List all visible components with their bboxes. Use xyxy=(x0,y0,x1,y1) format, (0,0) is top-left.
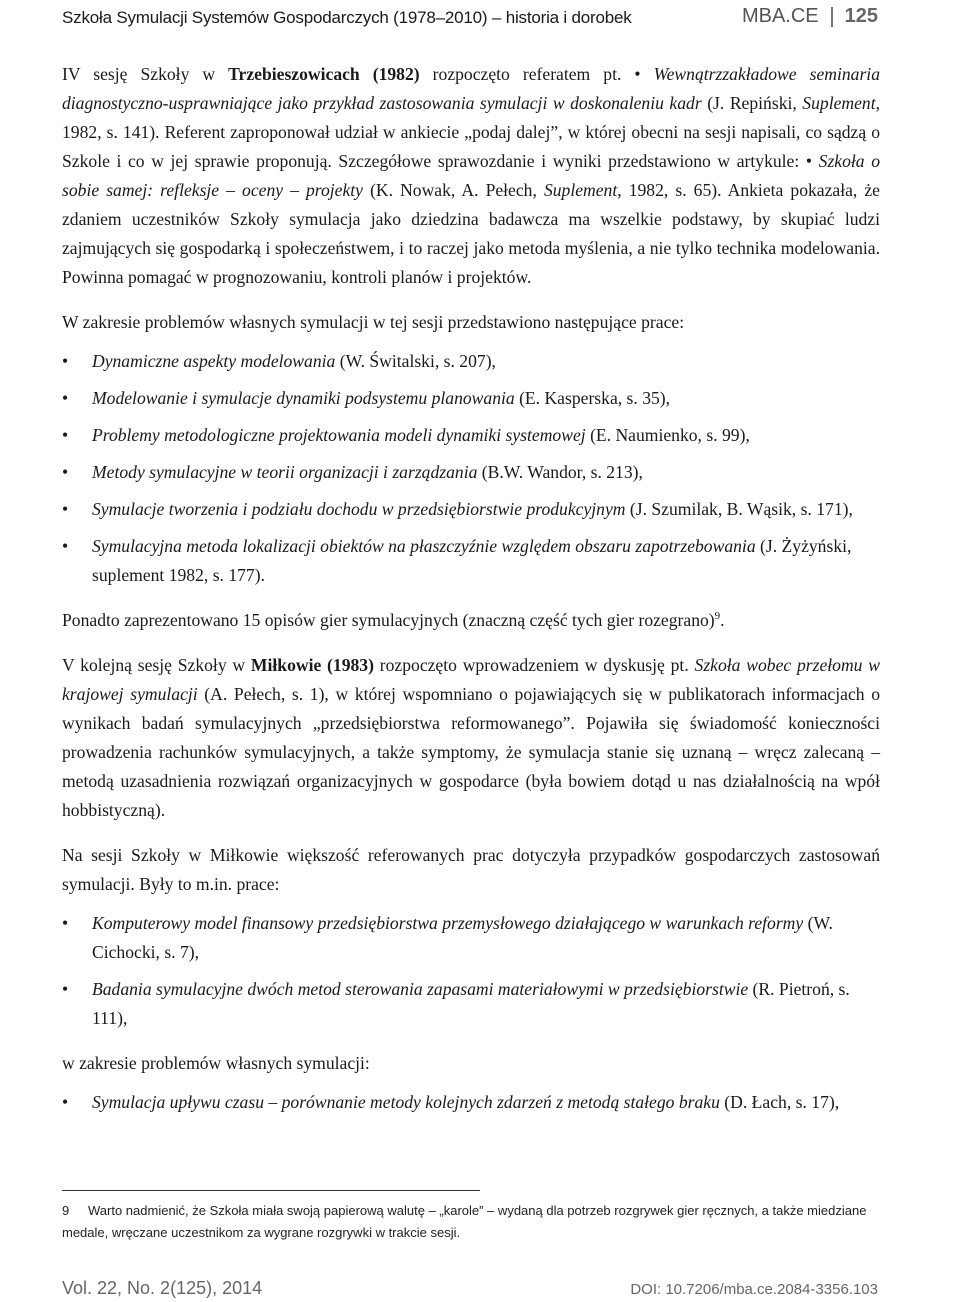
paper-list-1982 xyxy=(62,347,880,590)
text-run: (K. Nowak, A. Pełech, xyxy=(363,180,544,200)
list-item xyxy=(62,384,880,413)
running-footer xyxy=(62,1278,878,1299)
header-separator xyxy=(831,7,833,27)
paper-title: Badania symulacyjne dwóch metod sterowania zapasami materiałowymi w przedsiębiorstwie xyxy=(92,979,749,999)
doi-link[interactable]: DOI: 10.7206/mba.ce.2084-3356.103 xyxy=(630,1281,878,1298)
paper-title: Modelowanie i symulacje dynamiki podsystemu planowania xyxy=(92,388,515,408)
list-item xyxy=(62,458,880,487)
list-item xyxy=(62,347,880,376)
paragraph-games xyxy=(62,606,880,635)
footnote-divider xyxy=(62,1190,480,1191)
paper-ref: (D. Łach, s. 17), xyxy=(719,1092,840,1112)
running-header xyxy=(62,0,878,28)
paragraph-milkow xyxy=(62,651,880,825)
paper-title: Symulacje tworzenia i podziału dochodu w przedsiębiorstwie produkcyjnym xyxy=(92,499,626,519)
text-run: rozpoczęto wprowadzeniem w dyskusję pt. xyxy=(373,655,695,675)
paper-ref: (J. Szumilak, B. Wąsik, s. 171), xyxy=(625,499,853,519)
text-run: Ponadto zaprezentowano 15 opisów gier symulacyjnych (znaczną część tych gier rozegrano) xyxy=(62,610,715,630)
supplement-ref: Suplement xyxy=(543,180,618,200)
text-run: . xyxy=(720,610,725,630)
article-body xyxy=(62,60,880,1133)
bullet-icon: • xyxy=(62,1092,69,1112)
paragraph-trzebieszowice xyxy=(62,60,880,292)
session-location: Trzebieszowicach (1982) xyxy=(228,64,420,84)
text-run: rozpoczęto referatem pt. • xyxy=(419,64,654,84)
bullet-icon: • xyxy=(62,351,69,371)
bullet-icon: • xyxy=(62,388,69,408)
paper-ref: (E. Naumienko, s. 99), xyxy=(585,425,750,445)
footnote-text: Warto nadmienić, że Szkoła miała swoją papierową walutę – „karole” – wydaną dla potrzeb rozgrywek gier ręcznych, a także miedziane medale, wręczane uczestnikom za wygrane rozgrywki w trakcie sesji. xyxy=(62,1203,867,1240)
paper-title: Metody symulacyjne w teorii organizacji i zarządzania xyxy=(92,462,478,482)
footnote-reference[interactable]: 9 xyxy=(714,610,721,623)
paper-title: Symulacyjna metoda lokalizacji obiektów na płaszczyźnie względem obszaru zapotrzebowania xyxy=(92,536,756,556)
list-item xyxy=(62,532,880,590)
supplement-ref: Suplement xyxy=(802,93,876,113)
footnote-9 xyxy=(62,1200,880,1244)
bullet-icon: • xyxy=(62,425,69,445)
paragraph-own-problems-1983: w zakresie problemów własnych symulacji: xyxy=(62,1053,370,1073)
bullet-icon: • xyxy=(62,499,69,519)
paper-title: Szkoła o sobie samej: refleksje – oceny – projekty xyxy=(62,151,880,200)
session-location: Miłkowie (1983) xyxy=(250,655,374,675)
paper-ref: (W. Cichocki, s. 7), xyxy=(92,913,833,962)
volume-info: Vol. 22, No. 2(125), 2014 xyxy=(62,1278,263,1298)
list-item xyxy=(62,1088,880,1117)
paper-title: Wewnątrzzakładowe seminaria diagnostyczno-usprawniające jako przykład zastosowania symulacji w doskonaleniu kadr xyxy=(62,64,880,113)
text-run: (A. Pełech, s. 1), w której wspomniano o pojawiających się w publikatorach informacjach o wynikach badań symulacyjnych „przedsiębiorstwa reformowanego”. Pojawiła się świadomość konieczności prowadzenia rachunków symulacyjnych, a także symptomy, że symulacja stanie się uznaną – wręcz zalecaną – metodą uzasadnienia rozwiązań organizacyjnych w gospodarce (była bowiem dotąd u nas działalnością na wpół hobbistyczną). xyxy=(62,684,880,820)
paragraph-milkow-papers: Na sesji Szkoły w Miłkowie większość referowanych prac dotyczyła przypadków gospodarczych zastosowań symulacji. Były to m.in. prace: xyxy=(62,845,880,894)
paper-ref: (B.W. Wandor, s. 213), xyxy=(477,462,643,482)
text-run: , 1982, s. 141). Referent zaproponował udział w ankiecie „podaj dalej”, w której obecni na sesji napisali, co sądzą o Szkole i co w jej sprawie proponują. Szczegółowe sprawozdanie i wyniki przedstawiono w artykule: • xyxy=(62,93,880,171)
list-item xyxy=(62,909,880,967)
footnote-number: 9 xyxy=(62,1203,70,1218)
running-title: Szkoła Symulacji Systemów Gospodarczych (1978–2010) – historia i dorobek xyxy=(62,8,632,27)
journal-name: MBA.CE xyxy=(741,5,819,27)
paper-title: Symulacja upływu czasu – porównanie metody kolejnych zdarzeń z metodą stałego braku xyxy=(92,1092,720,1112)
paragraph-own-problems: W zakresie problemów własnych symulacji w tej sesji przedstawiono następujące prace: xyxy=(62,312,685,332)
paper-ref: (E. Kasperska, s. 35), xyxy=(514,388,671,408)
text-run: IV sesję Szkoły w xyxy=(62,64,229,84)
paper-list-1983 xyxy=(62,909,880,1033)
paper-title: Komputerowy model finansowy przedsiębiorstwa przemysłowego działającego w warunkach reformy xyxy=(92,913,804,933)
paper-list-own-1983 xyxy=(62,1088,880,1117)
paper-title: Problemy metodologiczne projektowania modeli dynamiki systemowej xyxy=(92,425,586,445)
list-item xyxy=(62,975,880,1033)
paper-ref: (W. Świtalski, s. 207), xyxy=(335,351,496,371)
journal-mark xyxy=(742,5,878,28)
bullet-icon: • xyxy=(62,462,69,482)
text-run: , 1982, s. 65). Ankieta pokazała, że zdaniem uczestników Szkoły symulacja jako dziedzina badawcza ma wszelkie podstawy, by skupiać ludzi zajmujących się gospodarką i społeczeństwem, i to raczej jako metoda myślenia, a nie tylko technika modelowania. Powinna pomagać w prognozowaniu, kontroli planów i projektów. xyxy=(62,180,880,287)
paper-ref: (J. Żyżyński, suplement 1982, s. 177). xyxy=(92,536,852,585)
paper-ref: (R. Pietroń, s. 111), xyxy=(92,979,850,1028)
text-run: (J. Repiński, xyxy=(701,93,803,113)
list-item xyxy=(62,421,880,450)
bullet-icon: • xyxy=(62,913,69,933)
page-number: 125 xyxy=(844,5,878,27)
bullet-icon: • xyxy=(62,979,69,999)
paper-title: Dynamiczne aspekty modelowania xyxy=(92,351,336,371)
bullet-icon: • xyxy=(62,536,69,556)
paper-title: Szkoła wobec przełomu w krajowej symulacji xyxy=(62,655,880,704)
text-run: V kolejną sesję Szkoły w xyxy=(62,655,251,675)
list-item xyxy=(62,495,880,524)
